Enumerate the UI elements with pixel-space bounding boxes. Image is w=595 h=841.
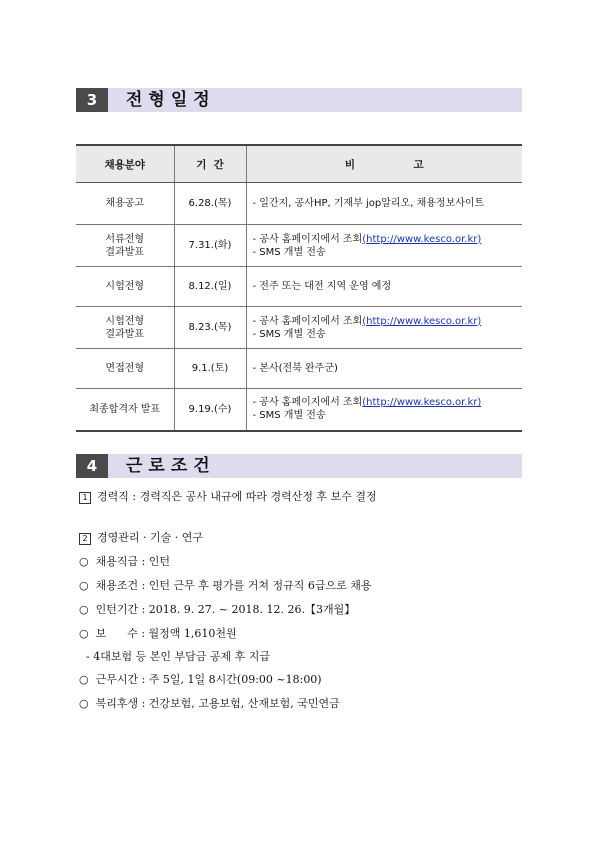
row-field-line: 결과발표 [105, 246, 145, 258]
note-text: - 공사 홈페이지에서 조회 [252, 315, 363, 327]
schedule-row [76, 225, 522, 267]
row-notes [246, 349, 522, 389]
schedule-row [76, 349, 522, 389]
note-line [253, 409, 523, 422]
condition-line-hours: ○ 근무시간 : 주 5일, 1일 8시간(09:00 ~18:00) [79, 673, 322, 686]
note-line [253, 280, 523, 293]
condition-item-1-text: 경력직 : 경력직은 공사 내규에 따라 경력산정 후 보수 결정 [97, 490, 377, 503]
section-3-number: 3 [76, 88, 108, 112]
website-link[interactable]: (http://www.kesco.or.kr) [362, 397, 482, 409]
note-text: - 일간지, 공사HP, 기재부 jop알리오, 채용정보사이트 [252, 198, 485, 209]
schedule-row [76, 389, 522, 431]
row-period: 9.1.(토) [174, 349, 246, 389]
row-period: 8.23.(목) [174, 307, 246, 349]
row-field [76, 307, 174, 349]
row-notes [246, 183, 522, 225]
note-text: - 공사 홈페이지에서 조회 [252, 233, 363, 245]
row-period: 9.19.(수) [174, 389, 246, 431]
row-field-line: 최종합격자 발표 [89, 403, 161, 415]
row-notes [246, 267, 522, 307]
item-2-box: 2 [79, 533, 91, 545]
note-line [253, 315, 523, 328]
section-3-title: 전형일정 [126, 90, 216, 110]
row-field [76, 349, 174, 389]
header-period: 기 간 [174, 145, 246, 183]
note-line [253, 396, 523, 409]
row-field-line: 시험전형 [105, 281, 145, 292]
website-link[interactable]: (http://www.kesco.or.kr) [362, 233, 482, 245]
condition-item-1 [79, 490, 377, 504]
row-field [76, 389, 174, 431]
condition-line-salary-note: - 4대보험 등 본인 부담금 공제 후 지급 [79, 650, 270, 663]
row-period: 7.31.(화) [174, 225, 246, 267]
condition-line-intern-period: ○ 인턴기간 : 2018. 9. 27. ~ 2018. 12. 26.【3개월】 [79, 603, 356, 616]
row-period: 8.12.(일) [174, 267, 246, 307]
row-notes [246, 225, 522, 267]
row-field-line: 서류전형 [105, 233, 145, 245]
condition-line-salary: ○ 보 수 : 월정액 1,610천원 [79, 627, 237, 640]
section-4-title: 근로조건 [126, 456, 216, 476]
condition-item-2-text: 경영관리 · 기술 · 연구 [97, 531, 203, 544]
schedule-row [76, 307, 522, 349]
item-1-box: 1 [79, 492, 91, 504]
row-field [76, 267, 174, 307]
row-field [76, 183, 174, 225]
row-field-line: 시험전형 [105, 315, 145, 327]
note-line [253, 197, 523, 210]
note-line [253, 233, 523, 246]
note-text: - SMS 개별 전송 [252, 246, 326, 258]
condition-line-benefits: ○ 복리후생 : 건강보험, 고용보험, 산재보험, 국민연금 [79, 697, 340, 710]
note-text: - SMS 개별 전송 [252, 410, 326, 422]
row-field-line: 결과발표 [105, 328, 145, 340]
row-field-line: 면접전형 [105, 363, 145, 374]
row-field [76, 225, 174, 267]
schedule-table [76, 144, 522, 432]
website-link[interactable]: (http://www.kesco.or.kr) [362, 315, 482, 327]
condition-line-rank: ○ 채용직급 : 인턴 [79, 555, 171, 568]
note-line [253, 328, 523, 341]
schedule-row [76, 183, 522, 225]
condition-line-terms: ○ 채용조건 : 인턴 근무 후 평가를 거쳐 정규직 6급으로 채용 [79, 579, 372, 592]
schedule-row [76, 267, 522, 307]
row-field-line: 채용공고 [105, 198, 145, 209]
condition-item-2 [79, 531, 203, 545]
note-line [253, 362, 523, 375]
row-notes [246, 307, 522, 349]
section-3-header [76, 88, 522, 112]
note-line [253, 246, 523, 259]
section-4-number: 4 [76, 454, 108, 478]
row-period: 6.28.(목) [174, 183, 246, 225]
row-notes [246, 389, 522, 431]
note-text: - SMS 개별 전송 [252, 328, 326, 340]
header-field: 채용분야 [76, 145, 174, 183]
header-notes: 비 고 [246, 145, 522, 183]
note-text: - 전주 또는 대전 지역 운영 예정 [252, 281, 392, 292]
note-text: - 본사(전북 완주군) [252, 363, 338, 374]
schedule-table-header-row [76, 145, 522, 183]
section-4-header [76, 454, 522, 478]
note-text: - 공사 홈페이지에서 조회 [252, 397, 363, 409]
